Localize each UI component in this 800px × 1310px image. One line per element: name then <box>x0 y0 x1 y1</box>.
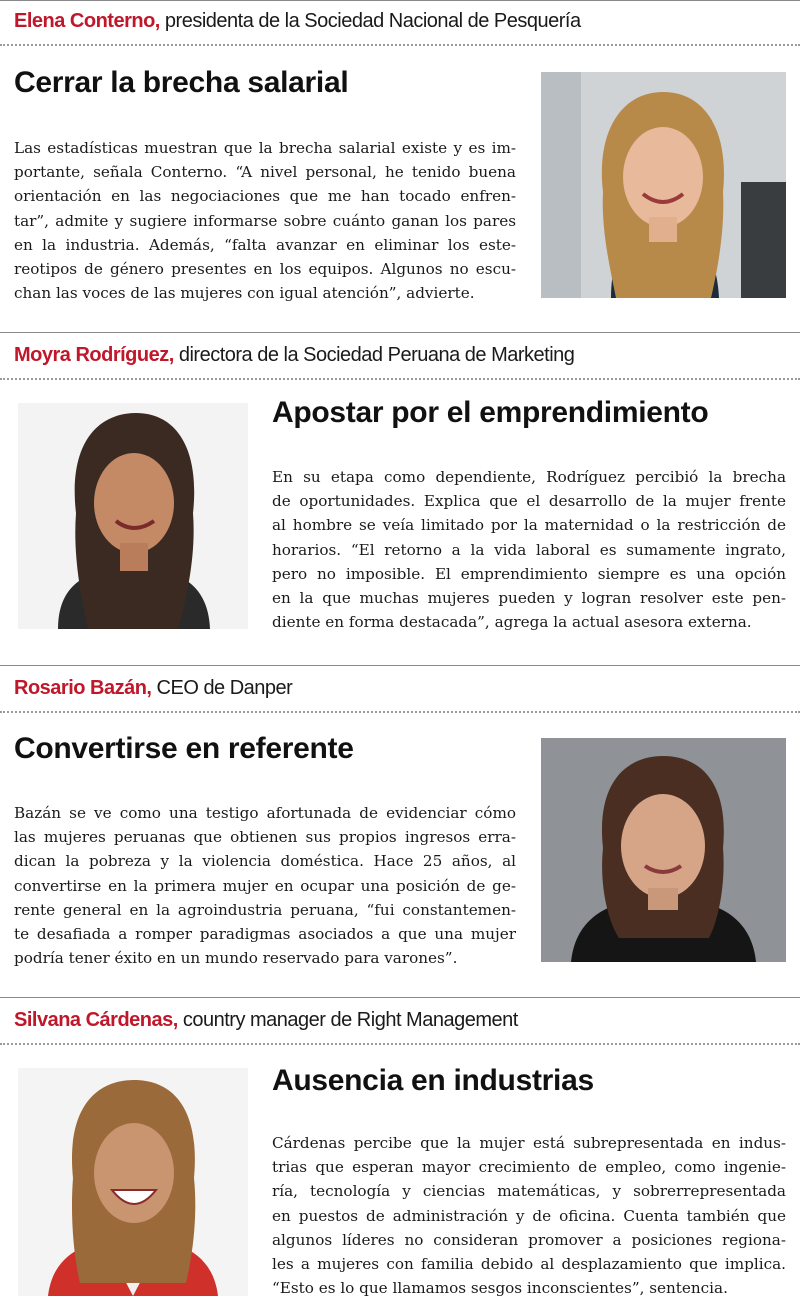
body-line: de oportunidades. Explica que el desarrollo de la mujer frente <box>272 492 786 511</box>
body-line: las mujeres peruanas que obtienen sus propios ingresos erra- <box>14 828 516 847</box>
body-line: En su etapa como dependiente, Rodríguez percibió la brecha <box>272 468 786 486</box>
body-line: en la que muchas mujeres pueden y logran resolver este pen- <box>272 589 786 608</box>
byline-3 <box>14 677 292 700</box>
person-role: presidenta de la Sociedad Nacional de Pesquería <box>159 10 581 32</box>
body-line: portante, señala Conterno. “A nivel personal, he tenido buena <box>14 163 516 182</box>
body-line: dican la pobreza y la violencia doméstica. Hace 25 años, al <box>14 852 516 871</box>
portrait-photo <box>18 403 248 629</box>
person-role: CEO de Danper <box>151 677 293 699</box>
body-line: al hombre se veía limitado por la maternidad o la restricción de <box>272 516 786 535</box>
body-line: en puestos de administración y de oficina. Cuenta también que <box>272 1206 786 1225</box>
headline: Apostar por el emprendimiento <box>272 396 709 429</box>
article-body <box>272 465 786 634</box>
section-rule <box>0 332 800 333</box>
body-line: ría, tecnología y ciencias matemáticas, y sobrerrepresentada <box>272 1182 786 1201</box>
body-line: “Esto es lo que llamamos sesgos inconscientes”, sentencia. <box>272 1279 728 1298</box>
person-role: country manager de Right Management <box>177 1009 518 1031</box>
body-line: Cárdenas percibe que la mujer está subrepresentada en indus- <box>272 1134 786 1152</box>
headline: Cerrar la brecha salarial <box>14 66 349 99</box>
portrait-photo <box>541 72 786 298</box>
body-line: diente en forma destacada”, agrega la actual asesora externa. <box>272 613 752 632</box>
body-line: te desafiada a romper paradigmas asociados a que una mujer <box>14 925 516 944</box>
body-line: chan las voces de las mujeres con igual atención”, advierte. <box>14 284 475 303</box>
body-line: reotipos de género presentes en los equipos. Algunos no escu- <box>14 260 516 279</box>
body-line: horarios. “El retorno a la vida laboral es sumamente ingrato, <box>272 540 786 559</box>
section-rule <box>0 665 800 666</box>
divider-dotted <box>0 44 800 46</box>
divider-dotted <box>0 1043 800 1045</box>
person-name: Moyra Rodríguez, <box>14 344 174 366</box>
article-body <box>14 801 516 970</box>
portrait-photo <box>18 1068 248 1296</box>
body-line: podría tener éxito en un mundo reservado para varones”. <box>14 949 458 968</box>
person-role: directora de la Sociedad Peruana de Marketing <box>173 344 575 366</box>
body-line: rente general en la agroindustria peruana, “fui constantemen- <box>14 900 516 919</box>
portrait-photo <box>541 738 786 962</box>
body-line: orientación en las negociaciones que me han tocado enfren- <box>14 187 516 206</box>
headline: Ausencia en industrias <box>272 1064 594 1097</box>
top-rule <box>0 0 800 1</box>
body-line: les a mujeres con familia debido al desplazamiento que implica. <box>272 1255 786 1274</box>
body-line: pero no imposible. El emprendimiento siempre es una opción <box>272 564 786 583</box>
headline: Convertirse en referente <box>14 732 354 765</box>
divider-dotted <box>0 711 800 713</box>
body-line: convertirse en la primera mujer en ocupar una posición de ge- <box>14 876 516 895</box>
person-name: Silvana Cárdenas, <box>14 1009 178 1031</box>
body-line: trias que esperan mayor crecimiento de empleo, como ingenie- <box>272 1158 786 1177</box>
article-body <box>272 1131 786 1300</box>
body-line: algunos líderes no consideran promover a posiciones regiona- <box>272 1230 786 1249</box>
body-line: en la industria. Además, “falta avanzar en eliminar los este- <box>14 235 516 254</box>
body-line: tar”, admite y sugiere informarse sobre cuánto ganan los pares <box>14 211 516 230</box>
divider-dotted <box>0 378 800 380</box>
byline-4 <box>14 1009 518 1032</box>
body-line: Las estadísticas muestran que la brecha salarial existe y es im- <box>14 139 516 157</box>
body-line: Bazán se ve como una testigo afortunada de evidenciar cómo <box>14 804 516 822</box>
byline-1 <box>14 10 581 33</box>
section-rule <box>0 997 800 998</box>
person-name: Rosario Bazán, <box>14 677 152 699</box>
byline-2 <box>14 344 574 367</box>
article-body <box>14 136 516 305</box>
person-name: Elena Conterno, <box>14 10 160 32</box>
